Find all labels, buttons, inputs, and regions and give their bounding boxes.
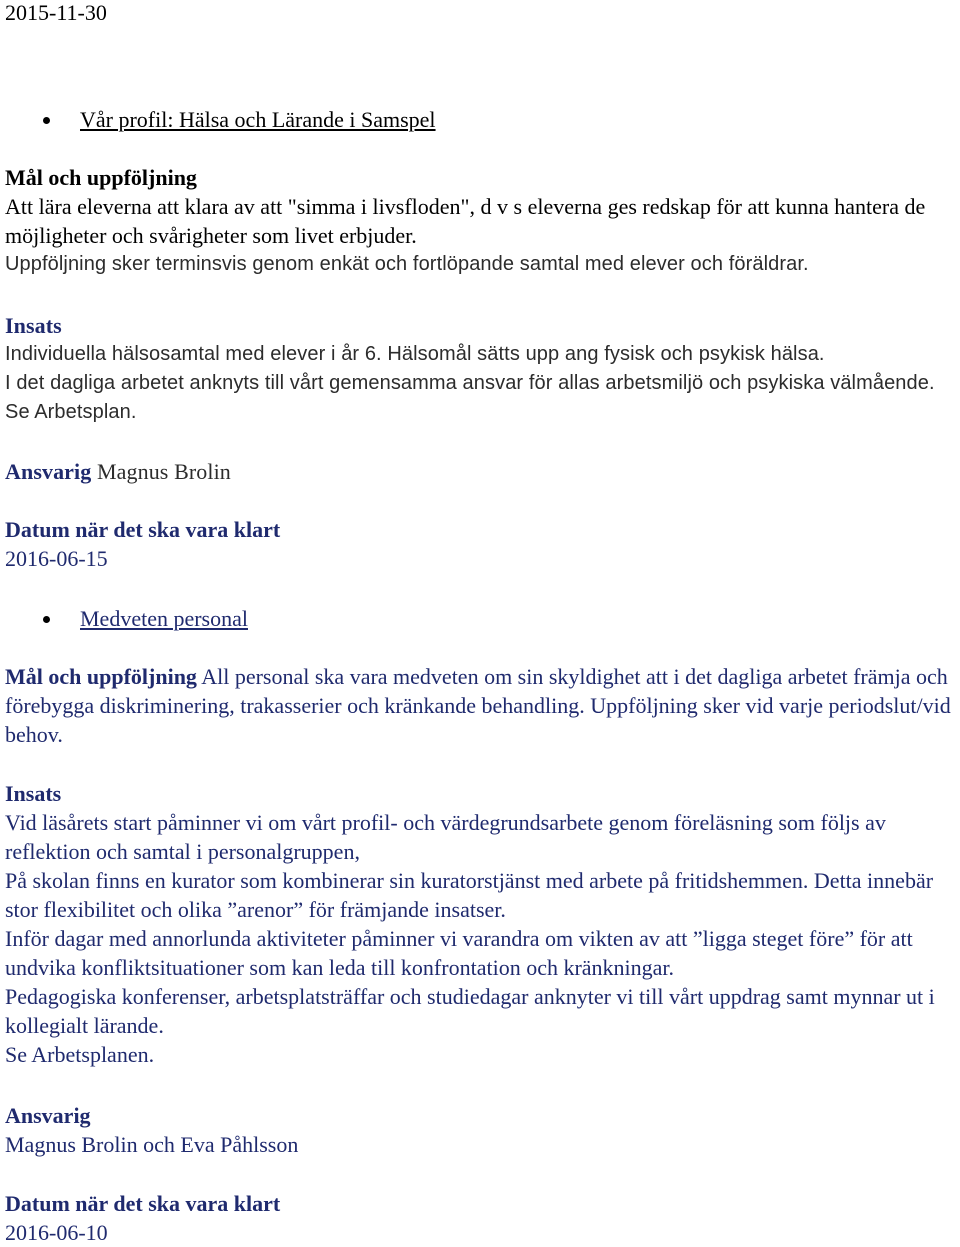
bullet-icon bbox=[43, 117, 50, 124]
effort-paragraph-1: Vid läsårets start påminner vi om vårt profil- och värdegrundsarbete genom föreläsning som följs av reflektion och samtal i personalgruppen, bbox=[5, 810, 886, 864]
effort-heading: Insats bbox=[5, 313, 62, 338]
deadline-heading: Datum när det ska vara klart bbox=[5, 517, 281, 542]
deadline-value: 2016-06-10 bbox=[5, 1220, 108, 1245]
section-2-title: Medveten personal bbox=[80, 606, 248, 631]
section-2-goal bbox=[5, 662, 957, 749]
document-date: 2015-11-30 bbox=[5, 0, 107, 25]
responsible-heading: Ansvarig bbox=[5, 1103, 91, 1128]
effort-line-1: Individuella hälsosamtal med elever i år 6. Hälsomål sätts upp ang fysisk och psykisk hälsa. bbox=[5, 343, 825, 365]
effort-paragraph-2: På skolan finns en kurator som kombinerar sin kuratorstjänst med arbete på fritidshemmen. Detta innebär stor flexibilitet och olika ”arenor” för främjande insatser. bbox=[5, 868, 934, 922]
section-2-effort bbox=[5, 779, 957, 1069]
section-1-deadline bbox=[5, 515, 957, 573]
section-2-responsible bbox=[5, 1101, 957, 1159]
responsible-name: Magnus Brolin och Eva Påhlsson bbox=[5, 1132, 299, 1157]
effort-paragraph-4: Pedagogiska konferenser, arbetsplatsträffar och studiedagar anknyter vi till vårt uppdrag samt mynnar ut i kollegialt lärande. bbox=[5, 984, 935, 1038]
effort-paragraph-3: Inför dagar med annorlunda aktiviteter påminner vi varandra om vikten av att ”ligga steget före” för att undvika konfliktsituationer som kan leda till konfrontation och kränkningar. bbox=[5, 926, 913, 980]
section-2-deadline bbox=[5, 1189, 957, 1247]
goal-heading: Mål och uppföljning bbox=[5, 664, 197, 689]
responsible-name: Magnus Brolin bbox=[91, 459, 231, 484]
effort-heading: Insats bbox=[5, 781, 62, 806]
section-1-effort bbox=[5, 311, 957, 427]
deadline-heading: Datum när det ska vara klart bbox=[5, 1191, 281, 1216]
bullet-icon bbox=[43, 616, 50, 623]
goal-text: All personal ska vara medveten om sin skyldighet att i det dagliga arbetet främja och förebygga diskriminering, trakasserier och kränkande behandling. Uppföljning sker vid varje periodslut/vid behov. bbox=[5, 664, 951, 747]
section-1-responsible bbox=[5, 457, 957, 488]
effort-line-2: I det dagliga arbetet anknyts till vårt gemensamma ansvar för allas arbetsmiljö och psykiska välmående. Se Arbetsplan. bbox=[5, 372, 935, 423]
section-1-goal bbox=[5, 163, 957, 279]
followup-text: Uppföljning sker terminsvis genom enkät och fortlöpande samtal med elever och föräldrar. bbox=[5, 253, 809, 275]
section-1-title: Vår profil: Hälsa och Lärande i Samspel bbox=[80, 107, 436, 132]
responsible-heading: Ansvarig bbox=[5, 459, 92, 484]
goal-heading: Mål och uppföljning bbox=[5, 165, 197, 190]
effort-paragraph-5: Se Arbetsplanen. bbox=[5, 1042, 155, 1067]
goal-text: Att lära eleverna att klara av att "simma i livsfloden", d v s eleverna ges redskap för att kunna hantera de möjligheter och svårigheter som livet erbjuder. bbox=[5, 194, 926, 248]
deadline-value: 2016-06-15 bbox=[5, 546, 108, 571]
